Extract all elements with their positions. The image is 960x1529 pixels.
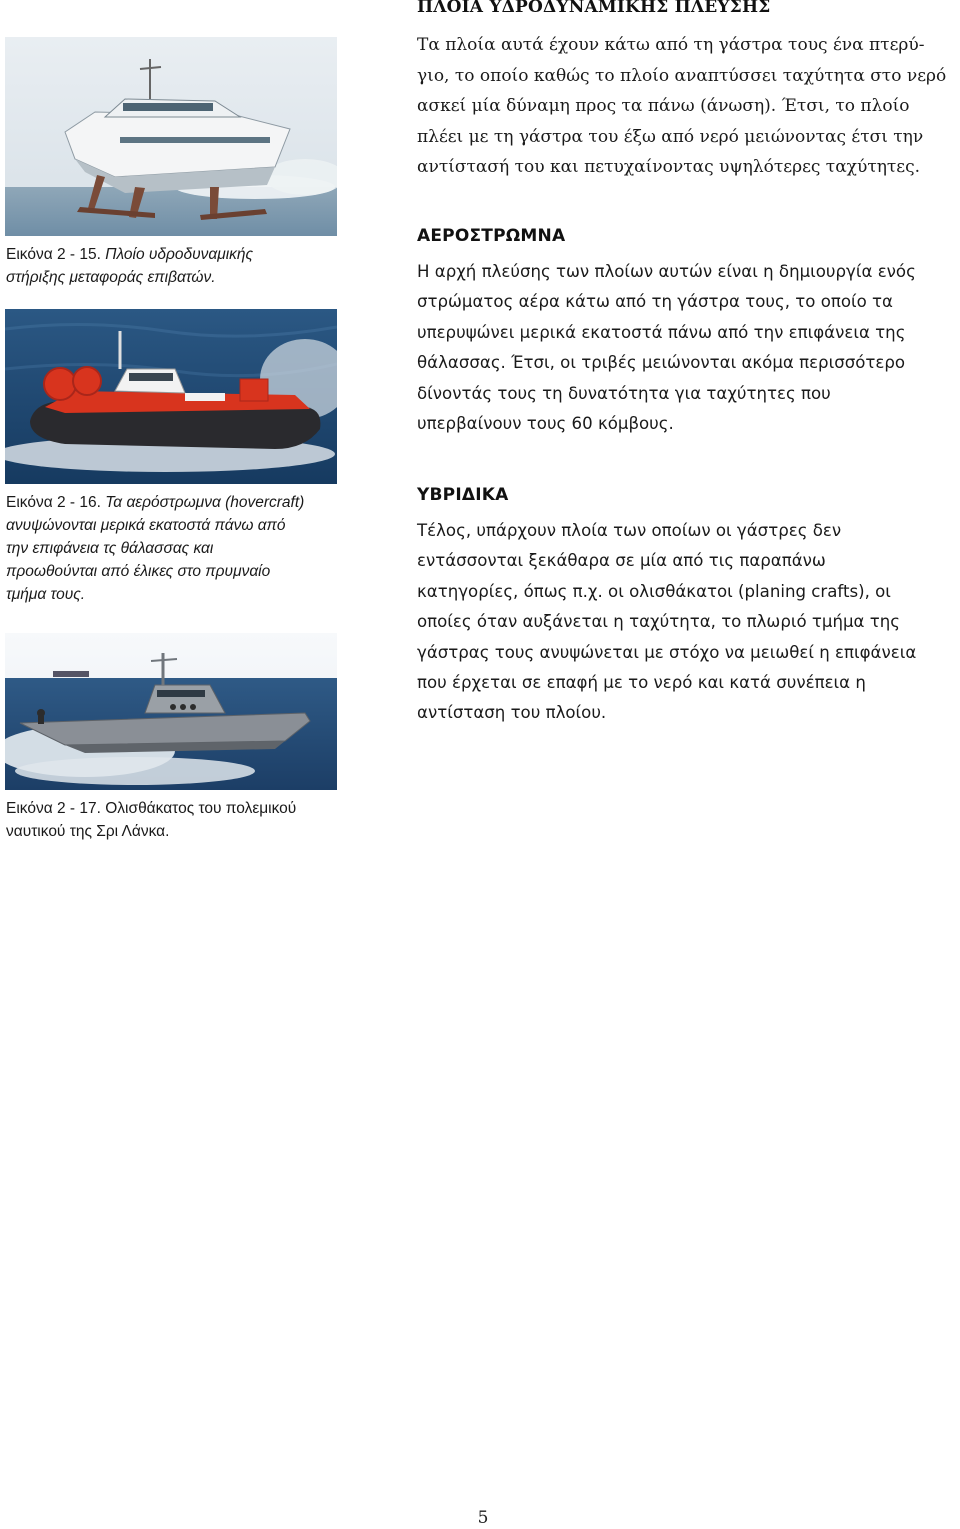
figure-15-caption-line: στήριξης μεταφοράς επιβατών. [6, 269, 216, 286]
section-line: ασκεί μία δύναμη προς τα πάνω (άνωση). Έτσι, το πλοίο [417, 96, 910, 116]
section-heading: ΠΛΟΙΑ ΥΔΡΟΔΥΝΑΜΙΚΗΣ ΠΛΕΥΣΗΣ [417, 0, 771, 17]
figure-17-caption-line: ναυτικού της Σρι Λάνκα. [6, 823, 170, 840]
section-line: που έρχεται σε επαφή με το νερό και κατά συνέπεια η [417, 673, 866, 693]
section-line: Τέλος, υπάρχουν πλοία των οποίων οι γάστρες δεν [417, 521, 842, 540]
figure-16-caption [6, 491, 346, 606]
figure-planing-craft-photo [5, 633, 337, 790]
section-line: Η αρχή πλεύσης των πλοίων αυτών είναι η δημιουργία ενός [417, 262, 916, 281]
figure-16-caption-line: την επιφάνεια τς θάλασσας και [6, 540, 214, 557]
section-hydrofoil [417, 0, 960, 183]
section-line: γάστρας τους ανυψώνεται με στόχο να μειωθεί η επιφάνεια [417, 642, 917, 662]
section-hovercraft [417, 225, 960, 439]
section-line: οποίες όταν αυξάνεται η ταχύτητα, το πλωριό τμήμα της [417, 612, 900, 632]
figure-16-number: Εικόνα 2 - 16. [6, 494, 101, 511]
section-line: αντίστασή του και πετυχαίνοντας υψηλότερες ταχύτητες. [417, 157, 921, 177]
section-line: γιο, το οποίο καθώς το πλοίο αναπτύσσει ταχύτητα στο νερό [417, 65, 947, 86]
section-line: στρώματος αέρα κάτω από τη γάστρα τους, το οποίο τα [417, 292, 893, 312]
section-line: δίνοντάς τους τη δυνατότητα για ταχύτητες που [417, 383, 831, 403]
figure-15-caption-line: Πλοίο υδροδυναμικής [105, 246, 254, 263]
section-line: υπερυψώνει μερικά εκατοστά πάνω από την επιφάνεια της [417, 322, 906, 342]
section-line: Τα πλοία αυτά έχουν κάτω από τη γάστρα τους ένα πτερύ- [417, 35, 925, 55]
figure-16-caption-line: προωθούνται από έλικες στο πρυμναίο [6, 563, 271, 580]
section-line: πλέει με τη γάστρα του έξω από νερό μειώνοντας έτσι την [417, 126, 924, 147]
section-hybrid [417, 484, 960, 729]
figure-16-caption-line: τμήμα τους. [6, 586, 86, 603]
figure-16-caption-line: Τα αερόστρωμνα (hovercraft) [105, 494, 305, 511]
section-line: αντίσταση του πλοίου. [417, 703, 607, 723]
section-line: κατηγορίες, όπως π.χ. οι ολισθάκατοι (planing crafts), οι [417, 581, 891, 601]
section-heading: ΑΕΡΟΣΤΡΩΜΝΑ [417, 226, 566, 246]
figure-17-caption [6, 797, 346, 843]
figure-15-caption [6, 243, 346, 289]
figure-17-number: Εικόνα 2 - 17. [6, 800, 101, 817]
section-line: εντάσσονται ξεκάθαρα σε μία από τις παραπάνω [417, 551, 826, 571]
figure-17-caption-line: Ολισθάκατος του πολεμικού [105, 800, 297, 817]
figure-15-number: Εικόνα 2 - 15. [6, 246, 101, 263]
figure-hydrofoil-photo [5, 37, 337, 236]
section-heading: ΥΒΡΙΔΙΚΑ [417, 485, 509, 505]
page-number: 5 [477, 1508, 489, 1528]
figure-hovercraft-photo [5, 309, 337, 484]
section-line: υπερβαίνουν τους 60 κόμβους. [417, 414, 674, 434]
section-line: θάλασσας. Έτσι, οι τριβές μειώνονται ακόμα περισσότερο [417, 353, 906, 373]
figure-16-caption-line: ανυψώνονται μερικά εκατοστά πάνω από [6, 517, 286, 534]
